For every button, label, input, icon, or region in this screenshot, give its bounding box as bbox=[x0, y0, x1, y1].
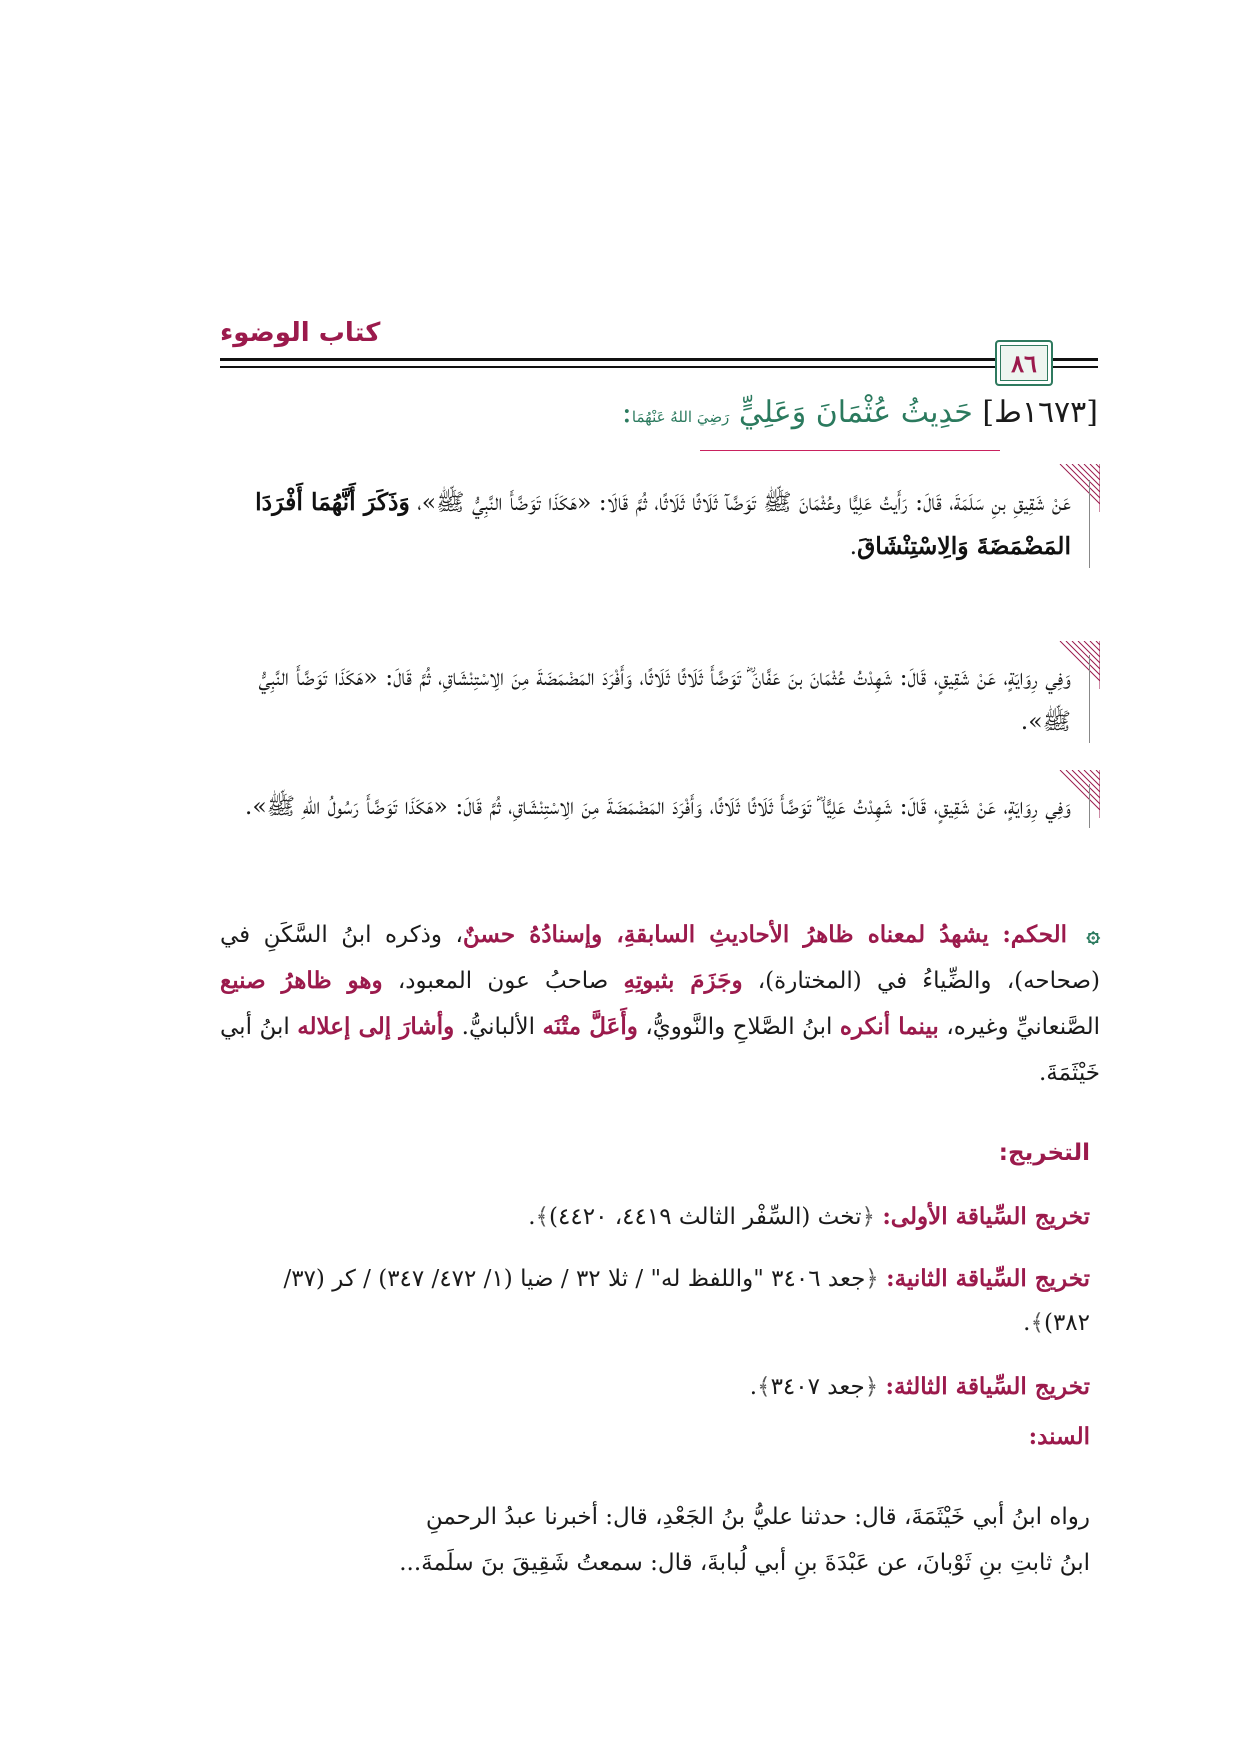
narration-3-text: وَفِي رِوَايَةٍ، عَنْ شَقِيقٍ، قَالَ: شَهِدْتُ عَلِيًّا ؓ تَوَضَّأَ ثَلَاثًا ثَلَاثًا، وَأَفْرَدَ المَضْمَضَةَ مِنَ الِاسْتِنْشَاقِ، ثُمَّ قَالَ: «هَكَذَا تَوَضَّأَ رَسُولُ اللهِ ﷺ». bbox=[244, 792, 1071, 820]
takhrij-item-end: . bbox=[749, 1374, 758, 1400]
ornament-bullet-icon: ۞ bbox=[1086, 921, 1101, 948]
takhrij-heading: التخريج: bbox=[998, 1140, 1090, 1166]
takhrij-item-label: تخريج السِّياقة الثالثة: bbox=[885, 1373, 1090, 1400]
header-rule-thick bbox=[220, 358, 995, 361]
bracket-open: ﴿ bbox=[861, 1204, 875, 1230]
ruling-paragraph bbox=[220, 912, 1100, 1096]
takhrij-item-1 bbox=[210, 1195, 1090, 1239]
ruling-text: صاحبُ عون المعبود، bbox=[382, 968, 624, 994]
narration-2-text: وَفِي رِوَايَةٍ، عَنْ شَقِيقٍ، قَالَ: شَهِدْتُ عُثْمَانَ بنَ عَفَّانَ ؓ تَوَضَّأَ ثَلَاثًا ثَلَاثًا، وَأَفْرَدَ المَضْمَضَةَ مِنَ الِاسْتِنْشَاقِ، ثُمَّ قَالَ: «هَكَذَا تَوَضَّأَ النَّبِيُّ ﷺ». bbox=[258, 663, 1071, 735]
header-rule-thin bbox=[220, 366, 995, 368]
header-rule-right-thick bbox=[1052, 358, 1098, 361]
narration-1-end: . bbox=[849, 532, 858, 560]
takhrij-item-text: تخث (السِّفْر الثالث ٤٤١٩، ٤٤٢٠) bbox=[549, 1204, 862, 1230]
takhrij-item-label: تخريج السِّياقة الثانية: bbox=[886, 1265, 1090, 1292]
ruling-emphasis: وجَزَمَ بثبوتِهِ bbox=[623, 967, 743, 994]
takhrij-item-label: تخريج السِّياقة الأولى: bbox=[882, 1203, 1090, 1230]
ruling-text: ابنُ الصَّلاحِ والنَّوويُّ، bbox=[637, 1014, 840, 1040]
bracket-close: ﴾ bbox=[535, 1204, 550, 1230]
takhrij-item-text: جعد ٣٤٠٦ "واللفظ له" / ثلا ٣٢ / ضيا (١/ ٤٧٢/ ٣٤٧) / كر (٣٧/ ٣٨٢) bbox=[283, 1266, 1090, 1336]
ruling-label: الحكم: bbox=[1002, 921, 1068, 948]
header-rule-right-thin bbox=[1052, 366, 1098, 368]
sanad-line-2: ابنُ ثابتِ بنِ ثَوْبانَ، عن عَبْدَةَ بنِ أبي لُبابةَ، قال: سمعتُ شَقِيقَ بنَ سلَمةَ... bbox=[399, 1550, 1090, 1576]
honorific: رَضِيَ اللهُ عَنْهُمَا bbox=[631, 408, 730, 426]
hadith-number: [١٦٧٣ط] bbox=[982, 395, 1098, 430]
takhrij-item-3 bbox=[210, 1365, 1090, 1409]
ruling-text: ، وذكره ابنُ السَّكَنِ في (صحاحه)، والضِّياءُ في (المختارة)، bbox=[220, 922, 1101, 994]
ruling-emphasis: وأشارَ إلى إعلاله bbox=[297, 1013, 455, 1040]
ruling-text: ابنُ أبي خَيْثَمَةَ. bbox=[220, 1014, 1100, 1086]
bracket-close: ﴾ bbox=[1030, 1310, 1044, 1336]
bracket-close: ﴾ bbox=[757, 1374, 771, 1400]
ruling-emphasis: وأَعَلَّ متْنَه bbox=[542, 1013, 638, 1040]
title-underline bbox=[700, 450, 1000, 451]
takhrij-item-text: جعد ٣٤٠٧ bbox=[770, 1374, 865, 1400]
takhrij-item-end: . bbox=[528, 1204, 536, 1230]
sanad-heading: السند: bbox=[1028, 1423, 1090, 1450]
page-number-badge bbox=[995, 340, 1053, 386]
ruling-text: الألبانيُّ. bbox=[454, 1014, 543, 1040]
book-title: كتاب الوضوء bbox=[220, 318, 381, 348]
ruling-emphasis: وهو ظاهرُ صنيع bbox=[220, 967, 383, 994]
narration-1 bbox=[220, 480, 1090, 568]
narration-3 bbox=[220, 784, 1090, 828]
ruling-emphasis: بينما أنكره bbox=[839, 1013, 939, 1040]
ruling-text: الصَّنعانيِّ وغيره، bbox=[938, 1014, 1100, 1040]
page-number: ٨٦ bbox=[1011, 348, 1037, 378]
sanad-line-1: رواه ابنُ أبي خَيْثَمَةَ، قال: حدثنا عليُّ بنُ الجَعْدِ، قال: أخبرنا عبدُ الرحمنِ bbox=[425, 1504, 1090, 1530]
takhrij-item-2 bbox=[210, 1257, 1090, 1345]
narration-1-emphasis: وَذَكَرَ أَنَّهُمَا أَفْرَدَا المَضْمَضَةَ وَالِاسْتِنْشَاقَ bbox=[255, 488, 1071, 560]
takhrij-item-end: . bbox=[1023, 1310, 1031, 1336]
hadith-title-end: : bbox=[621, 395, 632, 430]
narration-2 bbox=[220, 655, 1090, 743]
hadith-title-text: حَدِيثُ عُثْمَانَ وَعَلِيٍّ bbox=[738, 395, 973, 430]
narration-1-text: عَنْ شَقِيقِ بنِ سَلَمَةَ، قَالَ: رَأَيتُ عَلِيًّا وعُثْمَانَ ﷺ تَوَضَّآ ثَلَاثًا ثَلَاثًا، ثُمَّ قَالَا: «هَكَذَا تَوَضَّأَ النَّبِيُّ ﷺ»، bbox=[409, 488, 1071, 516]
bracket-open: ﴿ bbox=[864, 1374, 879, 1400]
ruling-grade: يشهدُ لمعناه ظاهرُ الأحاديثِ السابقةِ، وإسنادُهُ حسنٌ bbox=[462, 921, 989, 948]
hadith-title bbox=[250, 395, 1098, 430]
bracket-open: ﴿ bbox=[865, 1266, 879, 1292]
